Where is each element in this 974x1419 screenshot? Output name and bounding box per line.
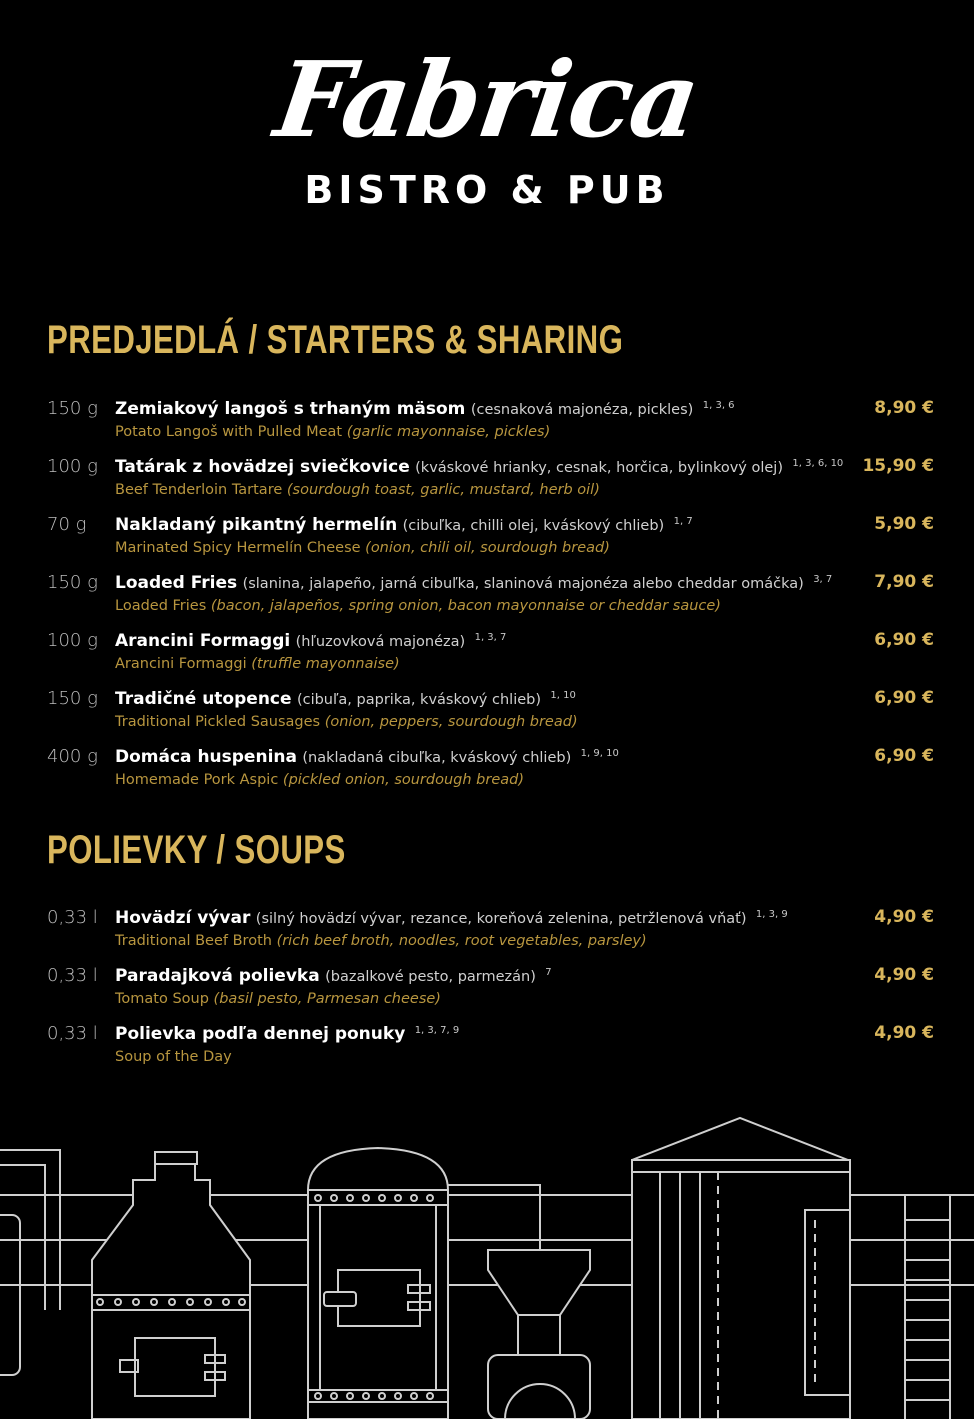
item-english-description: (onion, peppers, sourdough bread)	[324, 714, 578, 730]
item-english-description: (rich beef broth, noodles, root vegetables, parsley)	[276, 933, 647, 949]
item-price: 6,90 €	[874, 746, 934, 766]
item-line-en	[115, 714, 578, 730]
item-english-description: (pickled onion, sourdough bread)	[282, 772, 524, 788]
menu-item	[0, 965, 974, 1023]
menu-item	[0, 630, 974, 688]
item-description: (kváskové hrianky, cesnak, horčica, bylinkový olej)	[415, 460, 783, 476]
item-allergens: 1, 9, 10	[580, 748, 619, 759]
menu-item	[0, 514, 974, 572]
soups-list	[0, 907, 974, 1081]
item-english-name: Tomato Soup	[115, 991, 209, 1007]
item-allergens: 3, 7	[813, 574, 833, 585]
menu-item	[0, 688, 974, 746]
item-line-en	[115, 656, 400, 672]
item-quantity: 100 g	[47, 630, 98, 651]
item-price: 6,90 €	[874, 630, 934, 650]
item-price: 4,90 €	[874, 1023, 934, 1043]
item-price: 5,90 €	[874, 514, 934, 534]
item-line-en	[115, 598, 721, 614]
item-price: 8,90 €	[874, 398, 934, 418]
item-name: Arancini Formaggi	[115, 631, 291, 651]
item-quantity: 0,33 l	[47, 907, 98, 928]
item-description: (bazalkové pesto, parmezán)	[325, 969, 536, 985]
item-line-en	[115, 991, 441, 1007]
item-line-en	[115, 933, 647, 949]
item-english-description: (basil pesto, Parmesan cheese)	[213, 991, 441, 1007]
item-allergens: 1, 3, 7, 9	[414, 1025, 460, 1036]
brewery-illustration	[0, 1110, 974, 1419]
item-allergens: 1, 10	[550, 690, 576, 701]
item-allergens: 1, 3, 6	[702, 400, 735, 411]
item-line-sk	[115, 631, 506, 651]
item-line-en	[115, 1049, 232, 1065]
item-allergens: 7	[545, 967, 552, 978]
item-name: Hovädzí vývar	[115, 908, 251, 928]
item-price: 7,90 €	[874, 572, 934, 592]
item-english-description: (truffle mayonnaise)	[251, 656, 400, 672]
item-description: (cesnaková majonéza, pickles)	[470, 402, 694, 418]
item-english-name: Beef Tenderloin Tartare	[115, 482, 283, 498]
item-name: Tatárak z hovädzej sviečkovice	[115, 457, 410, 477]
item-line-en	[115, 540, 610, 556]
item-english-description: (onion, chili oil, sourdough bread)	[365, 540, 610, 556]
item-line-sk	[115, 515, 693, 535]
item-english-name: Traditional Beef Broth	[115, 933, 272, 949]
item-english-name: Marinated Spicy Hermelín Cheese	[115, 540, 361, 556]
item-name: Domáca huspenina	[115, 747, 297, 767]
item-description: (silný hovädzí vývar, rezance, koreňová zelenina, petržlenová vňať)	[255, 911, 747, 927]
item-quantity: 150 g	[47, 688, 98, 709]
brand-name: Fabrica	[268, 38, 706, 161]
item-name: Loaded Fries	[115, 573, 238, 593]
item-allergens: 1, 3, 9	[755, 909, 788, 920]
item-quantity: 150 g	[47, 398, 98, 419]
item-line-en	[115, 482, 600, 498]
menu-item	[0, 398, 974, 456]
item-line-sk	[115, 689, 576, 709]
item-english-name: Soup of the Day	[115, 1049, 232, 1065]
item-line-sk	[115, 399, 735, 419]
item-line-en	[115, 424, 550, 440]
item-allergens: 1, 7	[673, 516, 693, 527]
menu-item	[0, 1023, 974, 1081]
section-title-soups: POLIEVKY / SOUPS	[47, 828, 346, 872]
item-allergens: 1, 3, 7	[474, 632, 507, 643]
item-description: (cibuľa, paprika, kváskový chlieb)	[296, 692, 542, 708]
section-title-starters: PREDJEDLÁ / STARTERS & SHARING	[47, 318, 624, 362]
starters-list	[0, 398, 974, 804]
item-english-name: Arancini Formaggi	[115, 656, 247, 672]
item-price: 4,90 €	[874, 907, 934, 927]
item-description: (nakladaná cibuľka, kváskový chlieb)	[302, 750, 572, 766]
item-english-description: (bacon, jalapeños, spring onion, bacon mayonnaise or cheddar sauce)	[210, 598, 721, 614]
item-english-description: (sourdough toast, garlic, mustard, herb oil)	[286, 482, 600, 498]
item-description: (hľuzovková majonéza)	[295, 634, 466, 650]
item-description: (slanina, jalapeño, jarná cibuľka, slaninová majonéza alebo cheddar omáčka)	[242, 576, 804, 592]
item-quantity: 0,33 l	[47, 1023, 98, 1044]
brand-logo	[0, 40, 974, 212]
item-english-description: (garlic mayonnaise, pickles)	[346, 424, 551, 440]
item-quantity: 70 g	[47, 514, 87, 535]
item-price: 4,90 €	[874, 965, 934, 985]
item-price: 15,90 €	[862, 456, 934, 476]
item-name: Nakladaný pikantný hermelín	[115, 515, 398, 535]
item-quantity: 400 g	[47, 746, 98, 767]
item-name: Polievka podľa dennej ponuky	[115, 1024, 406, 1044]
item-english-name: Homemade Pork Aspic	[115, 772, 279, 788]
item-name: Paradajková polievka	[115, 966, 320, 986]
item-line-en	[115, 772, 524, 788]
item-quantity: 150 g	[47, 572, 98, 593]
item-line-sk	[115, 747, 619, 767]
item-allergens: 1, 3, 6, 10	[792, 458, 844, 469]
menu-item	[0, 572, 974, 630]
menu-item	[0, 746, 974, 804]
item-english-name: Loaded Fries	[115, 598, 207, 614]
item-line-sk	[115, 966, 552, 986]
item-price: 6,90 €	[874, 688, 934, 708]
item-line-sk	[115, 573, 832, 593]
item-english-name: Traditional Pickled Sausages	[115, 714, 321, 730]
item-name: Zemiakový langoš s trhaným mäsom	[115, 399, 466, 419]
item-description: (cibuľka, chilli olej, kváskový chlieb)	[402, 518, 665, 534]
item-quantity: 0,33 l	[47, 965, 98, 986]
item-name: Tradičné utopence	[115, 689, 292, 709]
item-quantity: 100 g	[47, 456, 98, 477]
menu-item	[0, 907, 974, 965]
item-line-sk	[115, 457, 843, 477]
item-english-name: Potato Langoš with Pulled Meat	[115, 424, 343, 440]
menu-item	[0, 456, 974, 514]
item-line-sk	[115, 908, 788, 928]
item-line-sk	[115, 1024, 459, 1044]
brand-subtitle: BISTRO & PUB	[304, 168, 670, 212]
